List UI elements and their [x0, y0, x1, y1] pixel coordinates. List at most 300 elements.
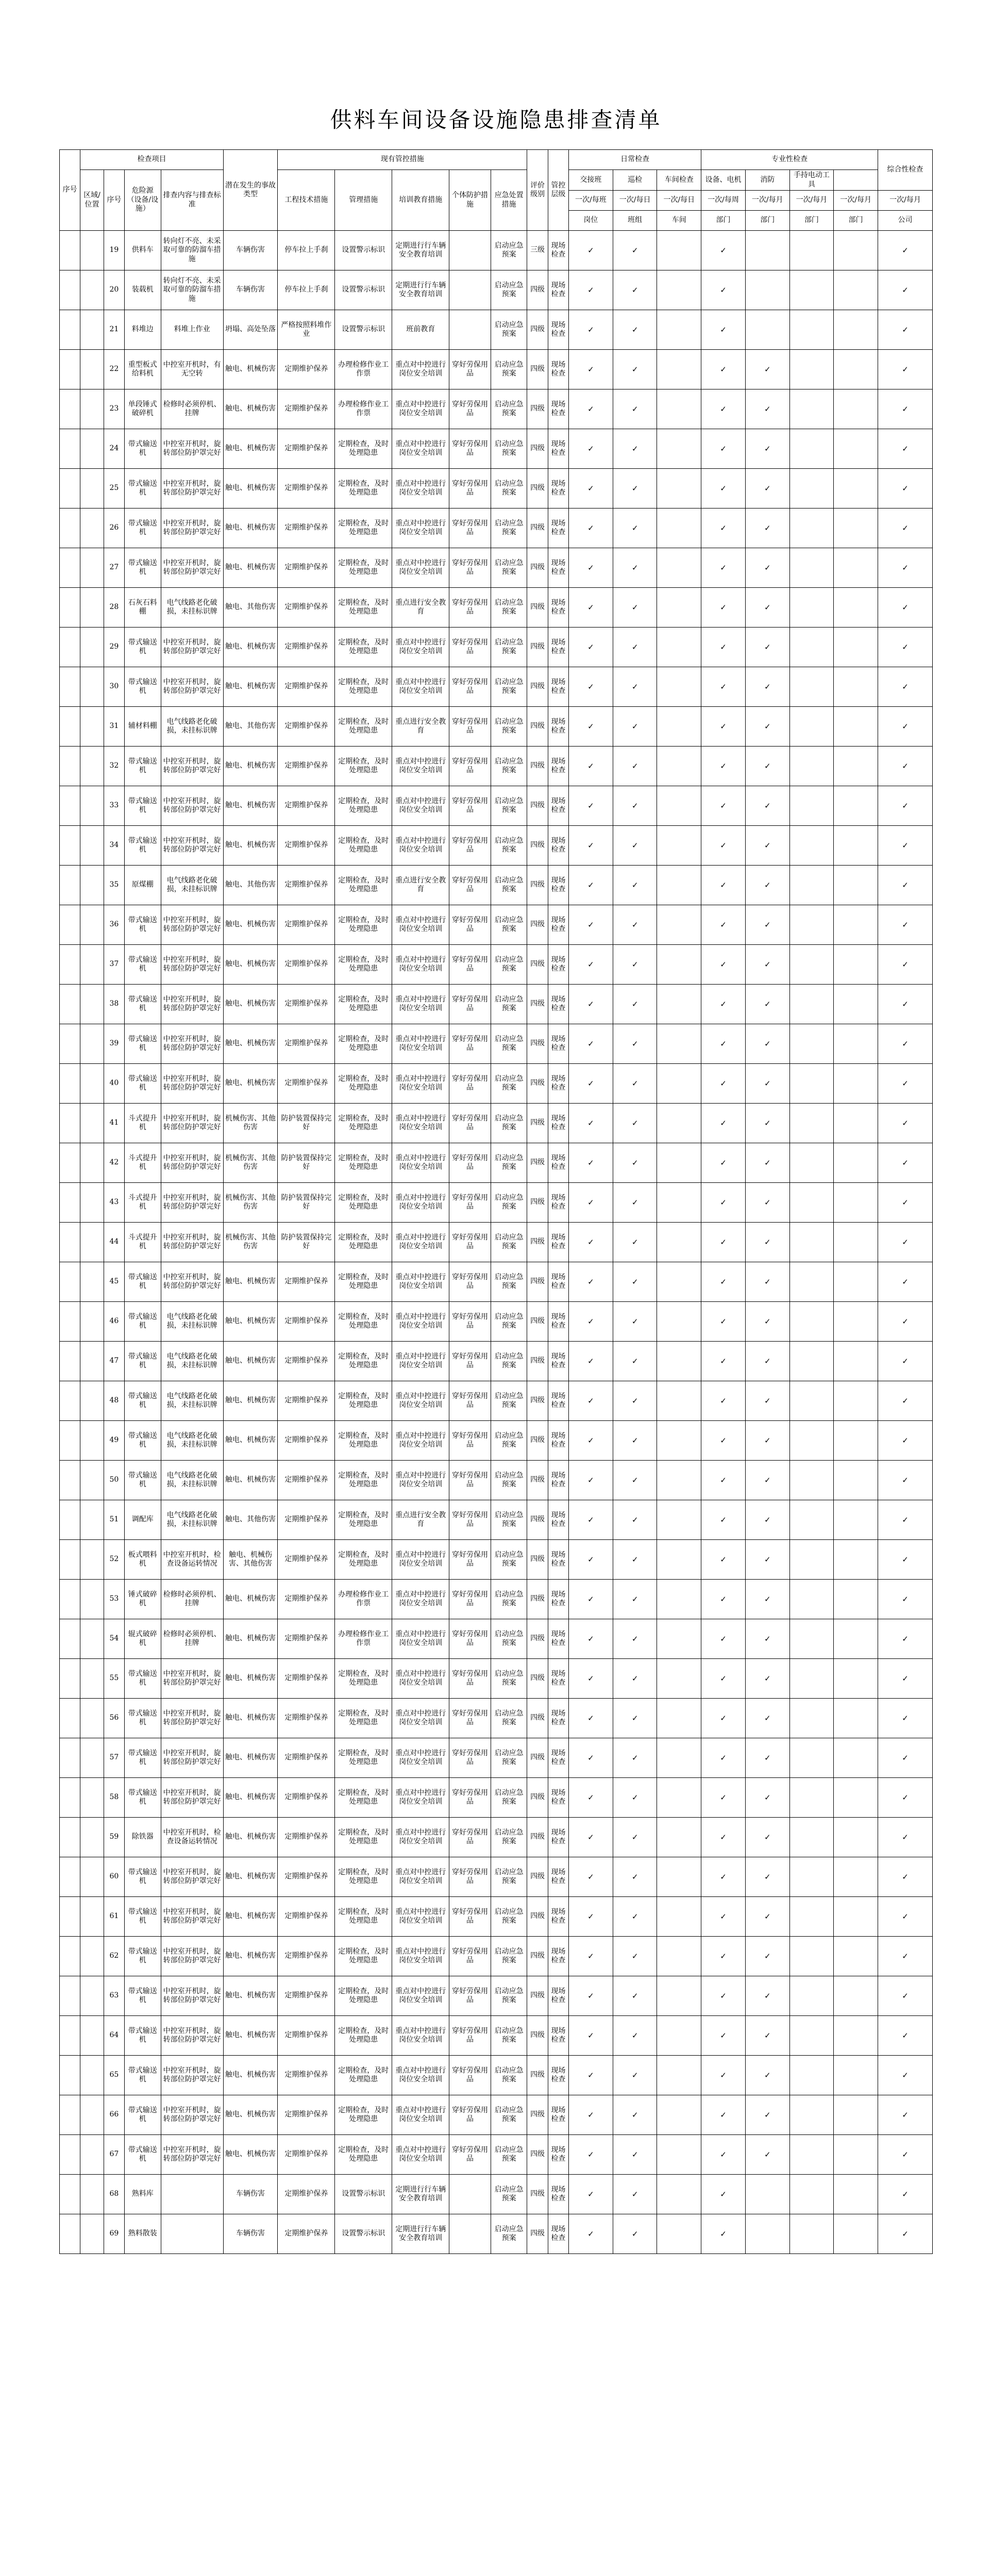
standard-cell: 中控室开机时，旋转部位防护罩完好	[161, 1064, 223, 1104]
hazard-cell: 带式输送机	[125, 1064, 161, 1104]
ppe-cell: 穿好劳保用品	[449, 2056, 491, 2095]
check-cell: ✓	[569, 1699, 613, 1738]
check-cell: ✓	[878, 2095, 933, 2135]
check-cell: ✓	[745, 667, 789, 707]
seq-cell	[60, 1421, 80, 1461]
col-check-item: 检查项目	[80, 150, 223, 170]
seq-cell	[60, 1024, 80, 1064]
emergency-cell: 启动应急预案	[491, 1738, 527, 1778]
check-cell: ✓	[878, 2135, 933, 2175]
level-cell: 四级	[527, 1381, 548, 1421]
check-cell: ✓	[701, 826, 746, 866]
check-cell: ✓	[745, 1461, 789, 1500]
check-cell	[657, 786, 701, 826]
check-cell: ✓	[613, 2214, 657, 2254]
check-cell: ✓	[701, 747, 746, 786]
standard-cell: 中控室开机时，旋转部位防护罩完好	[161, 2095, 223, 2135]
train-cell: 重点对中控进行岗位安全培训	[392, 1302, 449, 1342]
hazard-cell: 锤式破碎机	[125, 1580, 161, 1619]
area-cell	[80, 945, 104, 985]
check-cell: ✓	[701, 1659, 746, 1699]
level-cell: 四级	[527, 1818, 548, 1857]
ppe-cell	[449, 310, 491, 350]
hazard-cell: 带式输送机	[125, 1302, 161, 1342]
hazard-cell: 辅材料棚	[125, 707, 161, 747]
area-cell	[80, 747, 104, 786]
sub-seq-cell: 20	[104, 270, 124, 310]
check-cell	[657, 389, 701, 429]
mgmt-cell: 定期检查，及时处理隐患	[335, 509, 392, 548]
check-cell	[789, 1738, 834, 1778]
control-level-cell: 现场检查	[548, 1183, 568, 1223]
eng-cell: 定期维护保养	[278, 588, 335, 628]
consequence-cell: 触电、其他伤害	[223, 707, 278, 747]
col-daily-shift: 交接班	[569, 170, 613, 191]
resp-4: 部门	[701, 211, 746, 231]
col-controls: 现有管控措施	[278, 150, 527, 170]
seq-cell	[60, 1659, 80, 1699]
check-cell: ✓	[745, 1659, 789, 1699]
train-cell: 重点对中控进行岗位安全培训	[392, 1104, 449, 1143]
check-cell	[657, 747, 701, 786]
mgmt-cell: 定期检查，及时处理隐患	[335, 1342, 392, 1381]
standard-cell: 中控室开机时，旋转部位防护罩完好	[161, 1223, 223, 1262]
check-cell: ✓	[569, 1223, 613, 1262]
control-level-cell: 现场检查	[548, 1104, 568, 1143]
eng-cell: 定期维护保养	[278, 1937, 335, 1976]
hazard-cell: 带式输送机	[125, 1381, 161, 1421]
resp-1: 岗位	[569, 211, 613, 231]
eng-cell: 定期维护保养	[278, 1342, 335, 1381]
mgmt-cell: 设置警示标识	[335, 2175, 392, 2214]
emergency-cell: 启动应急预案	[491, 905, 527, 945]
level-cell: 四级	[527, 1461, 548, 1500]
check-cell	[657, 2095, 701, 2135]
check-cell	[834, 350, 878, 389]
check-cell: ✓	[745, 905, 789, 945]
check-cell: ✓	[569, 628, 613, 667]
mgmt-cell: 定期检查，及时处理隐患	[335, 1024, 392, 1064]
eng-cell: 定期维护保养	[278, 469, 335, 509]
control-level-cell: 现场检查	[548, 1421, 568, 1461]
check-cell: ✓	[613, 826, 657, 866]
control-level-cell: 现场检查	[548, 1500, 568, 1540]
check-cell	[657, 310, 701, 350]
eng-cell: 定期维护保养	[278, 548, 335, 588]
check-cell: ✓	[569, 1262, 613, 1302]
check-cell	[745, 310, 789, 350]
check-cell	[834, 469, 878, 509]
check-cell: ✓	[878, 231, 933, 270]
check-cell: ✓	[701, 945, 746, 985]
check-cell: ✓	[613, 231, 657, 270]
standard-cell: 中控室开机时，检查设备运转情况	[161, 1540, 223, 1580]
hazard-cell: 带式输送机	[125, 826, 161, 866]
table-row	[60, 707, 933, 747]
check-cell: ✓	[613, 1381, 657, 1421]
hazard-cell: 板式喂料机	[125, 1540, 161, 1580]
table-row	[60, 1976, 933, 2016]
sub-seq-cell: 33	[104, 786, 124, 826]
consequence-cell: 触电、机械伤害	[223, 1818, 278, 1857]
ppe-cell: 穿好劳保用品	[449, 905, 491, 945]
sub-seq-cell: 64	[104, 2016, 124, 2056]
hazard-cell: 带式输送机	[125, 1857, 161, 1897]
check-cell: ✓	[701, 588, 746, 628]
sub-seq-cell: 23	[104, 389, 124, 429]
check-cell	[789, 509, 834, 548]
check-cell	[834, 2135, 878, 2175]
col-area: 区域/位置	[80, 170, 104, 231]
consequence-cell: 触电、机械伤害	[223, 1302, 278, 1342]
consequence-cell: 触电、机械伤害	[223, 429, 278, 469]
mgmt-cell: 定期检查，及时处理隐患	[335, 1421, 392, 1461]
col-consequence: 潜在发生的事故类型	[223, 150, 278, 231]
train-cell: 重点对中控进行岗位安全培训	[392, 747, 449, 786]
eng-cell: 定期维护保养	[278, 1302, 335, 1342]
ppe-cell: 穿好劳保用品	[449, 1818, 491, 1857]
mgmt-cell: 设置警示标识	[335, 2214, 392, 2254]
ppe-cell: 穿好劳保用品	[449, 1659, 491, 1699]
mgmt-cell: 办理检修作业工作票	[335, 350, 392, 389]
standard-cell: 中控室开机时，旋转部位防护罩完好	[161, 509, 223, 548]
check-cell	[789, 310, 834, 350]
check-cell: ✓	[701, 1976, 746, 2016]
check-cell	[789, 1619, 834, 1659]
hazard-cell: 带式输送机	[125, 2135, 161, 2175]
seq-cell	[60, 985, 80, 1024]
level-cell: 四级	[527, 1183, 548, 1223]
hazard-cell: 单段锤式破碎机	[125, 389, 161, 429]
level-cell: 四级	[527, 786, 548, 826]
consequence-cell: 触电、机械伤害	[223, 945, 278, 985]
check-cell: ✓	[613, 1619, 657, 1659]
check-cell: ✓	[878, 1857, 933, 1897]
mgmt-cell: 定期检查，及时处理隐患	[335, 1778, 392, 1818]
eng-cell: 定期维护保养	[278, 1262, 335, 1302]
eng-cell: 定期维护保养	[278, 429, 335, 469]
standard-cell: 中控室开机时，旋转部位防护罩完好	[161, 548, 223, 588]
check-cell	[657, 866, 701, 905]
control-level-cell: 现场检查	[548, 429, 568, 469]
check-cell	[745, 2214, 789, 2254]
check-cell	[834, 1500, 878, 1540]
level-cell: 四级	[527, 905, 548, 945]
sub-seq-cell: 45	[104, 1262, 124, 1302]
check-cell: ✓	[569, 429, 613, 469]
check-cell: ✓	[878, 588, 933, 628]
eng-cell: 定期维护保养	[278, 2016, 335, 2056]
level-cell: 四级	[527, 707, 548, 747]
check-cell: ✓	[878, 1381, 933, 1421]
check-cell	[834, 2016, 878, 2056]
ppe-cell: 穿好劳保用品	[449, 1223, 491, 1262]
seq-cell	[60, 2095, 80, 2135]
hazard-cell: 带式输送机	[125, 1342, 161, 1381]
sub-seq-cell: 51	[104, 1500, 124, 1540]
mgmt-cell: 定期检查，及时处理隐患	[335, 1897, 392, 1937]
control-level-cell: 现场检查	[548, 389, 568, 429]
level-cell: 四级	[527, 1500, 548, 1540]
level-cell: 四级	[527, 429, 548, 469]
check-cell: ✓	[878, 270, 933, 310]
page-title: 供料车间设备设施隐患排查清单	[330, 107, 662, 132]
control-level-cell: 现场检查	[548, 2214, 568, 2254]
ppe-cell: 穿好劳保用品	[449, 350, 491, 389]
standard-cell: 转向灯不亮、未采取可靠的防溜车措施	[161, 231, 223, 270]
table-row	[60, 1937, 933, 1976]
ppe-cell	[449, 270, 491, 310]
check-cell	[834, 985, 878, 1024]
check-cell	[657, 270, 701, 310]
check-cell: ✓	[878, 429, 933, 469]
check-cell: ✓	[878, 1778, 933, 1818]
level-cell: 四级	[527, 469, 548, 509]
emergency-cell: 启动应急预案	[491, 1342, 527, 1381]
control-level-cell: 现场检查	[548, 985, 568, 1024]
train-cell: 重点对中控进行岗位安全培训	[392, 1738, 449, 1778]
check-cell: ✓	[569, 1976, 613, 2016]
check-cell: ✓	[613, 1143, 657, 1183]
sub-seq-cell: 38	[104, 985, 124, 1024]
resp-6: 部门	[789, 211, 834, 231]
train-cell: 重点对中控进行岗位安全培训	[392, 1223, 449, 1262]
sub-seq-cell: 29	[104, 628, 124, 667]
level-cell: 四级	[527, 826, 548, 866]
train-cell: 重点对中控进行岗位安全培训	[392, 548, 449, 588]
check-cell	[789, 2135, 834, 2175]
emergency-cell: 启动应急预案	[491, 1262, 527, 1302]
check-cell	[657, 1421, 701, 1461]
sub-seq-cell: 41	[104, 1104, 124, 1143]
ppe-cell: 穿好劳保用品	[449, 1262, 491, 1302]
mgmt-cell: 定期检查，及时处理隐患	[335, 905, 392, 945]
check-cell: ✓	[878, 1104, 933, 1143]
freq-6: 一次/每月	[789, 191, 834, 211]
sub-seq-cell: 60	[104, 1857, 124, 1897]
emergency-cell: 启动应急预案	[491, 1421, 527, 1461]
eng-cell: 定期维护保养	[278, 786, 335, 826]
control-level-cell: 现场检查	[548, 310, 568, 350]
check-cell	[789, 2214, 834, 2254]
seq-cell	[60, 1302, 80, 1342]
col-special-blank	[834, 170, 878, 191]
seq-cell	[60, 1778, 80, 1818]
level-cell: 四级	[527, 1738, 548, 1778]
ppe-cell: 穿好劳保用品	[449, 1937, 491, 1976]
consequence-cell: 机械伤害、其他伤害	[223, 1183, 278, 1223]
table-row	[60, 1064, 933, 1104]
freq-7: 一次/每月	[834, 191, 878, 211]
table-row	[60, 786, 933, 826]
check-cell	[657, 1024, 701, 1064]
check-cell: ✓	[878, 350, 933, 389]
ppe-cell: 穿好劳保用品	[449, 1976, 491, 2016]
check-cell: ✓	[701, 1064, 746, 1104]
eng-cell: 定期维护保养	[278, 1024, 335, 1064]
check-cell	[789, 1540, 834, 1580]
col-mgmt: 管理措施	[335, 170, 392, 231]
check-cell: ✓	[701, 1262, 746, 1302]
check-cell: ✓	[613, 588, 657, 628]
check-cell	[657, 1580, 701, 1619]
consequence-cell: 坍塌、高处坠落	[223, 310, 278, 350]
check-cell: ✓	[745, 1064, 789, 1104]
col-control-level: 管控层级	[548, 150, 568, 231]
seq-cell	[60, 350, 80, 389]
seq-cell	[60, 945, 80, 985]
check-cell: ✓	[745, 1024, 789, 1064]
emergency-cell: 启动应急预案	[491, 1024, 527, 1064]
area-cell	[80, 628, 104, 667]
check-cell: ✓	[878, 548, 933, 588]
check-cell: ✓	[613, 270, 657, 310]
check-cell	[789, 1818, 834, 1857]
standard-cell: 电气线路老化破损，未挂标识牌	[161, 1461, 223, 1500]
train-cell: 重点对中控进行岗位安全培训	[392, 1461, 449, 1500]
control-level-cell: 现场检查	[548, 2056, 568, 2095]
resp-7: 部门	[834, 211, 878, 231]
hazard-cell: 除铁器	[125, 1818, 161, 1857]
ppe-cell: 穿好劳保用品	[449, 707, 491, 747]
emergency-cell: 启动应急预案	[491, 2175, 527, 2214]
check-cell	[657, 628, 701, 667]
emergency-cell: 启动应急预案	[491, 429, 527, 469]
check-cell: ✓	[569, 509, 613, 548]
check-cell: ✓	[701, 667, 746, 707]
mgmt-cell: 定期检查，及时处理隐患	[335, 747, 392, 786]
check-cell	[834, 1143, 878, 1183]
control-level-cell: 现场检查	[548, 1381, 568, 1421]
check-cell: ✓	[745, 1143, 789, 1183]
eng-cell: 定期维护保养	[278, 1619, 335, 1659]
check-cell	[789, 826, 834, 866]
seq-cell	[60, 1461, 80, 1500]
seq-cell	[60, 2214, 80, 2254]
hazard-cell: 带式输送机	[125, 1024, 161, 1064]
area-cell	[80, 1143, 104, 1183]
consequence-cell: 触电、机械伤害	[223, 628, 278, 667]
emergency-cell: 启动应急预案	[491, 588, 527, 628]
mgmt-cell: 定期检查，及时处理隐患	[335, 1064, 392, 1104]
consequence-cell: 触电、机械伤害	[223, 1857, 278, 1897]
eng-cell: 防护装置保持完好	[278, 1143, 335, 1183]
control-level-cell: 现场检查	[548, 1461, 568, 1500]
train-cell: 重点对中控进行岗位安全培训	[392, 2095, 449, 2135]
standard-cell: 中控室开机时，旋转部位防护罩完好	[161, 1897, 223, 1937]
check-cell	[789, 1064, 834, 1104]
check-cell	[834, 1302, 878, 1342]
consequence-cell: 触电、机械伤害	[223, 1421, 278, 1461]
control-level-cell: 现场检查	[548, 2175, 568, 2214]
check-cell: ✓	[878, 1461, 933, 1500]
standard-cell: 中控室开机时，旋转部位防护罩完好	[161, 747, 223, 786]
standard-cell: 中控室开机时，旋转部位防护罩完好	[161, 786, 223, 826]
check-cell	[657, 2016, 701, 2056]
hazard-cell: 带式输送机	[125, 1699, 161, 1738]
check-cell: ✓	[569, 588, 613, 628]
eng-cell: 定期维护保养	[278, 1064, 335, 1104]
check-cell	[657, 1897, 701, 1937]
check-cell	[657, 2175, 701, 2214]
check-cell	[789, 2016, 834, 2056]
emergency-cell: 启动应急预案	[491, 1381, 527, 1421]
eng-cell: 定期维护保养	[278, 2214, 335, 2254]
check-cell: ✓	[878, 985, 933, 1024]
resp-2: 班组	[613, 211, 657, 231]
ppe-cell: 穿好劳保用品	[449, 2095, 491, 2135]
check-cell	[789, 667, 834, 707]
control-level-cell: 现场检查	[548, 2135, 568, 2175]
ppe-cell: 穿好劳保用品	[449, 667, 491, 707]
consequence-cell: 触电、机械伤害	[223, 1976, 278, 2016]
col-team: 车间检查	[657, 170, 701, 191]
sub-seq-cell: 47	[104, 1342, 124, 1381]
check-cell: ✓	[701, 270, 746, 310]
emergency-cell: 启动应急预案	[491, 1143, 527, 1183]
emergency-cell: 启动应急预案	[491, 1857, 527, 1897]
mgmt-cell: 定期检查，及时处理隐患	[335, 2016, 392, 2056]
level-cell: 四级	[527, 1897, 548, 1937]
emergency-cell: 启动应急预案	[491, 2016, 527, 2056]
table-row	[60, 1500, 933, 1540]
check-cell	[834, 1024, 878, 1064]
hazard-cell: 带式输送机	[125, 1976, 161, 2016]
check-cell	[789, 1302, 834, 1342]
level-cell: 四级	[527, 548, 548, 588]
mgmt-cell: 定期检查，及时处理隐患	[335, 1104, 392, 1143]
check-cell: ✓	[878, 1818, 933, 1857]
check-cell: ✓	[613, 2175, 657, 2214]
table-row	[60, 1738, 933, 1778]
seq-cell	[60, 429, 80, 469]
table-row	[60, 469, 933, 509]
emergency-cell: 启动应急预案	[491, 270, 527, 310]
check-cell: ✓	[701, 469, 746, 509]
check-cell: ✓	[613, 350, 657, 389]
standard-cell: 中控室开机时，旋转部位防护罩完好	[161, 1937, 223, 1976]
ppe-cell: 穿好劳保用品	[449, 429, 491, 469]
consequence-cell: 触电、机械伤害	[223, 1381, 278, 1421]
emergency-cell: 启动应急预案	[491, 2135, 527, 2175]
seq-cell	[60, 548, 80, 588]
check-cell: ✓	[701, 1500, 746, 1540]
level-cell: 四级	[527, 2016, 548, 2056]
check-cell	[789, 1778, 834, 1818]
check-cell	[657, 1381, 701, 1421]
standard-cell: 中控室开机时，有无空转	[161, 350, 223, 389]
eng-cell: 定期维护保养	[278, 1976, 335, 2016]
check-cell: ✓	[569, 2095, 613, 2135]
level-cell: 四级	[527, 350, 548, 389]
sub-seq-cell: 34	[104, 826, 124, 866]
check-cell	[657, 350, 701, 389]
check-cell: ✓	[613, 1976, 657, 2016]
area-cell	[80, 1659, 104, 1699]
mgmt-cell: 定期检查，及时处理隐患	[335, 1540, 392, 1580]
area-cell	[80, 1421, 104, 1461]
check-cell	[834, 1461, 878, 1500]
train-cell: 重点对中控进行岗位安全培训	[392, 985, 449, 1024]
seq-cell	[60, 310, 80, 350]
check-cell	[834, 1342, 878, 1381]
ppe-cell: 穿好劳保用品	[449, 2135, 491, 2175]
seq-cell	[60, 826, 80, 866]
check-cell	[834, 509, 878, 548]
check-cell	[789, 1183, 834, 1223]
area-cell	[80, 1699, 104, 1738]
check-cell: ✓	[613, 469, 657, 509]
